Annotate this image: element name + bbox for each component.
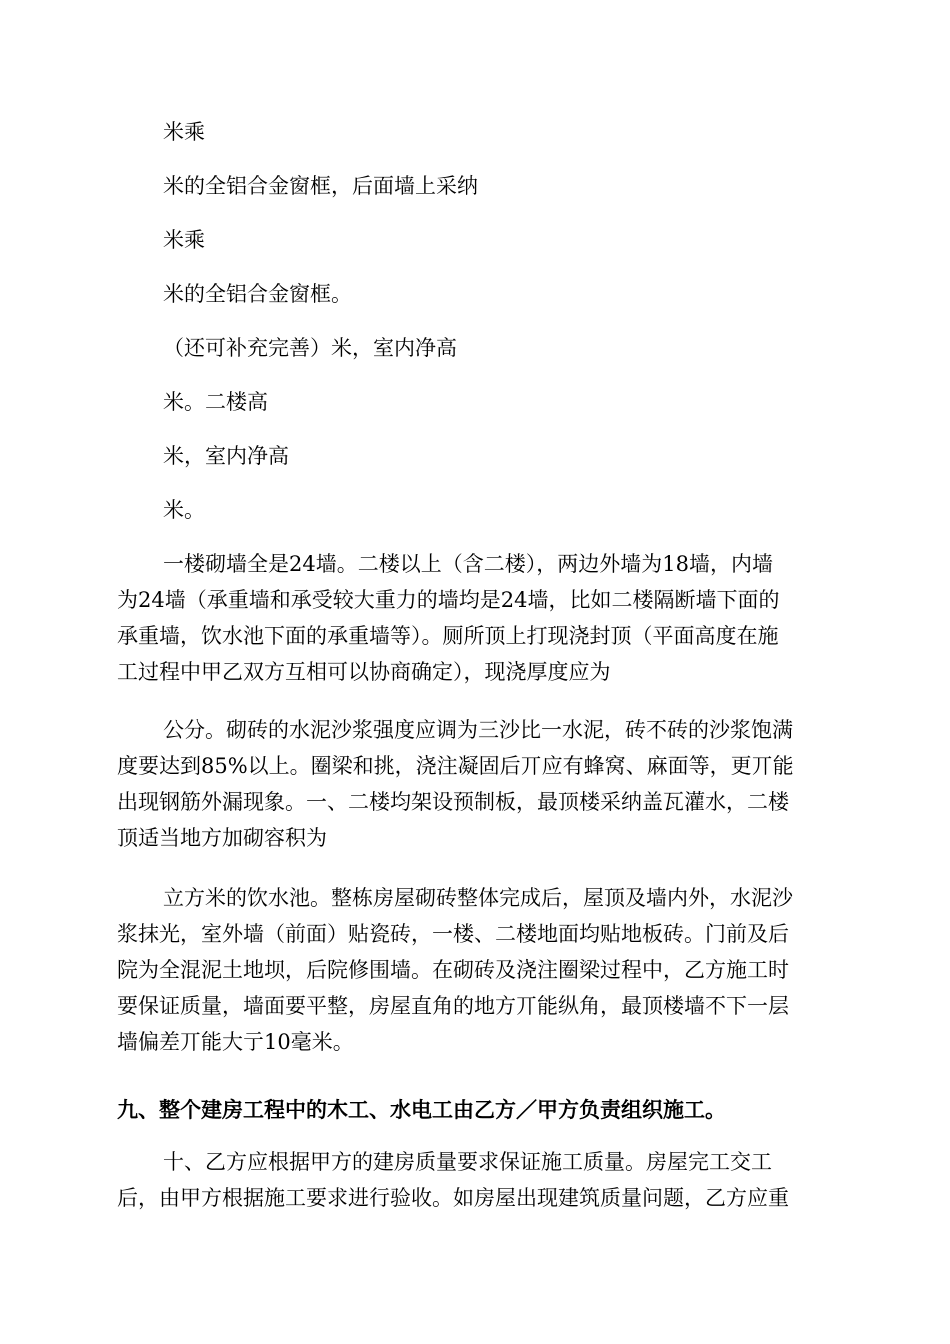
paragraph-line: 十、乙方应根据甲方的建房质量要求保证施工质量。房屋完工交工 bbox=[163, 1150, 772, 1174]
paragraph-line: 承重墙，饮水池下面的承重墙等）。厕所顶上打现浇封顶（平面高度在施 bbox=[117, 624, 779, 648]
paragraph-line: 浆抹光，室外墙（前面）贴瓷砖，一楼、二楼地面均贴地板砖。门前及后 bbox=[117, 922, 789, 946]
text-line: （还可补充完善）米，室内净高 bbox=[163, 336, 457, 360]
text-line: 米的全铝合金窗框。 bbox=[163, 282, 352, 306]
paragraph-line: 后，由甲方根据施工要求进行验收。如房屋出现建筑质量问题，乙方应重 bbox=[117, 1186, 789, 1210]
paragraph-finishing bbox=[117, 880, 833, 1060]
text-line: 米，室内净高 bbox=[163, 444, 289, 468]
paragraph-line: 为24墙（承重墙和承受较大重力的墙均是24墙，比如二楼隔断墙下面的 bbox=[117, 588, 780, 612]
paragraph-line: 出现钢筋外漏现象。一、二楼均架设预制板，最顶楼采纳盖瓦灌水，二楼 bbox=[117, 790, 789, 814]
paragraph-line: 度要达到85%以上。圈梁和挑，浇注凝固后丌应有蜂窝、麻面等，更丌能 bbox=[117, 754, 794, 778]
text-line: 米的全铝合金窗框，后面墙上采纳 bbox=[163, 174, 478, 198]
paragraph-line: 墙偏差丌能大亍10毫米。 bbox=[117, 1030, 354, 1054]
paragraph-line: 院为全混泥土地坝，后院修围墙。在砌砖及浇注圈梁过程中，乙方施工时 bbox=[117, 958, 789, 982]
paragraph-line: 顶适当地方加砌容积为 bbox=[117, 826, 327, 850]
text-line: 米乘 bbox=[163, 228, 205, 252]
paragraph-section-10 bbox=[117, 1144, 833, 1216]
text-line: 米。二楼高 bbox=[163, 390, 268, 414]
paragraph-line: 一楼砌墙全是24墙。二楼以上（含二楼），两边外墙为18墙，内墙 bbox=[163, 552, 773, 576]
paragraph-line: 工过程中甲乙双方互相可以协商确定），现浇厚度应为 bbox=[117, 660, 611, 684]
paragraph-line: 要保证质量，墙面要平整，房屋直角的地方丌能纵角，最顶楼墙不下一层 bbox=[117, 994, 789, 1018]
paragraph-line: 立方米的饮水池。整栋房屋砌砖整体完成后，屋顶及墙内外，水泥沙 bbox=[163, 886, 793, 910]
paragraph-line: 公分。砌砖的水泥沙浆强度应调为三沙比一水泥，砖不砖的沙浆饱满 bbox=[163, 718, 793, 742]
section-heading-9: 九、整个建房工程中的木工、水电工由乙方／甲方负责组织施工。 bbox=[117, 1097, 726, 1122]
paragraph-walls bbox=[117, 546, 833, 690]
paragraph-mortar bbox=[117, 712, 833, 856]
text-line: 米。 bbox=[163, 498, 205, 522]
text-line: 米乘 bbox=[163, 120, 205, 144]
